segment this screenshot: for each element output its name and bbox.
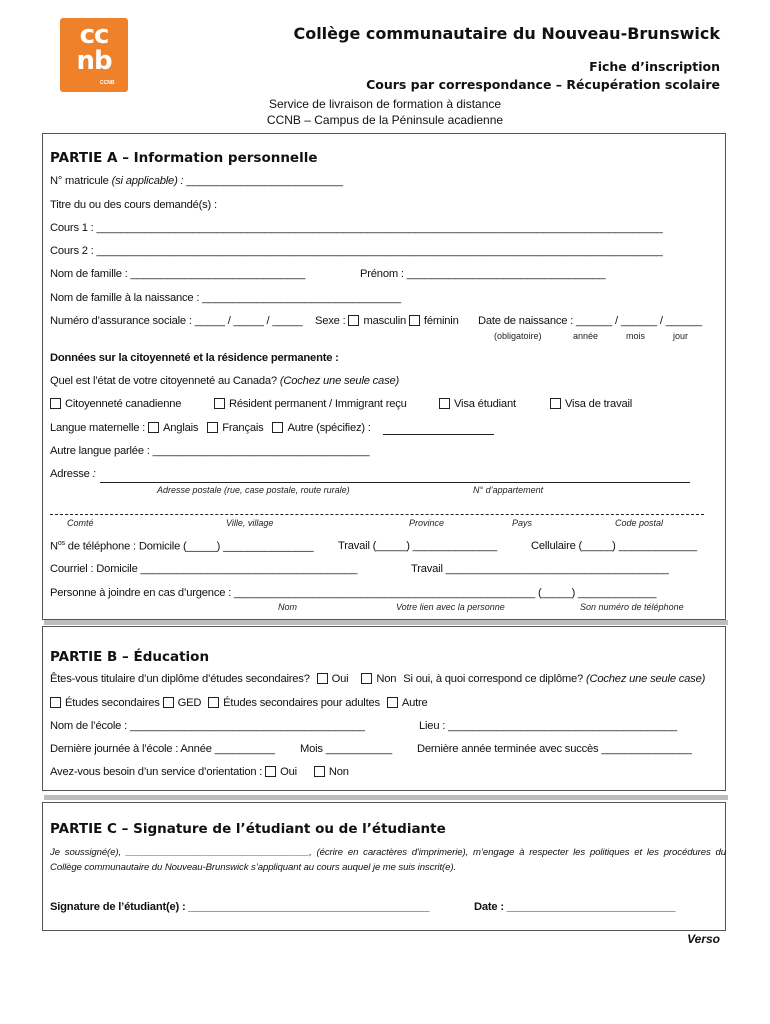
apartment-label: N° d’appartement [473,485,544,495]
service-line: Service de livraison de formation à distance [268,97,502,111]
citizen-option [50,398,181,410]
matricule-row[interactable] [50,175,343,187]
last-school-year-field[interactable]: Dernière journée à l’école : Année __________ [50,743,275,755]
diploma-yes-checkbox[interactable] [317,673,328,684]
sex-row [315,315,459,327]
emergency-relation-label: Votre lien avec la personne [396,602,505,612]
city-label: Ville, village [226,518,274,528]
matricule-label: N° matricule [50,175,109,187]
other-language-label: Autre (spécifiez) : [287,422,371,434]
verso-label: Verso [687,932,720,946]
student-visa-checkbox[interactable] [439,398,450,409]
part-a-title: PARTIE A – Information personnelle [50,150,318,166]
birthdate-field[interactable]: Date de naissance : ______ / ______ / ______ [478,315,702,327]
other-spoken-language-field[interactable]: Autre langue parlée : ____________________________________ [50,445,370,457]
birth-name-field[interactable]: Nom de famille à la naissance : _________________________________ [50,292,401,304]
work-phone-field[interactable]: Travail (_____) ______________ [338,540,498,552]
guidance-row [50,766,349,778]
english-checkbox[interactable] [148,422,159,433]
male-label: masculin [363,315,406,327]
guidance-no-checkbox[interactable] [314,766,325,777]
guidance-yes-label: Oui [280,766,297,778]
french-label: Français [222,422,264,434]
mandatory-note: (obligatoire) [494,331,542,341]
emergency-phone-label: Son numéro de téléphone [580,602,684,612]
course2-field[interactable]: Cours 2 : ______________________________________________________________________________________________ [50,245,663,257]
male-checkbox[interactable] [348,315,359,326]
guidance-yes-checkbox[interactable] [265,766,276,777]
citizenship-note: (Cochez une seule case) [279,375,400,387]
emergency-contact-field[interactable]: Personne à joindre en cas d’urgence : __________________________________________________ (_____) _____________ [50,587,657,599]
phone-n: N [50,540,58,553]
month-label: mois [626,331,646,341]
work-visa-label: Visa de travail [565,398,633,410]
last-name-field[interactable]: Nom de famille : _____________________________ [50,268,306,280]
postal-address-label: Adresse postale (rue, case postale, route rurale) [157,485,350,495]
female-checkbox[interactable] [409,315,420,326]
other-language-checkbox[interactable] [272,422,283,433]
citizen-checkbox[interactable] [50,398,61,409]
year-label: année [573,331,599,341]
postal-code-label: Code postal [615,518,664,528]
guidance-no-label: Non [328,766,349,778]
female-label: féminin [423,315,459,327]
diploma-no-label: Non [376,673,397,685]
emergency-name-label: Nom [278,602,298,612]
commitment-text: Je soussigné(e), ___________________________________, (écrire en caractères d'imprimerie), m’engage à respecter les politiques et les procédures du Collège communautaire du Nouveau-Brunswick s’appliquant au cours auquel je me suis inscrit(e). [50,847,726,873]
matricule-field[interactable]: __________________________ [186,175,343,187]
part-b-divider [44,795,728,800]
citizenship-question [50,375,399,387]
cell-phone-field[interactable]: Cellulaire (_____) _____________ [531,540,697,552]
diploma-type-row [50,697,428,709]
french-checkbox[interactable] [207,422,218,433]
other-diploma-checkbox[interactable] [387,697,398,708]
campus-line: CCNB – Campus de la Péninsule acadienne [266,113,504,127]
phone-sup: os [57,540,65,547]
course-title-label: Titre du ou des cours demandé(s) : [50,199,217,211]
home-email-field[interactable]: Courriel : Domicile ____________________________________ [50,563,358,575]
permanent-resident-label: Résident permanent / Immigrant reçu [229,398,407,410]
citizen-label: Citoyenneté canadienne [65,398,182,410]
signature-field[interactable]: Signature de l’étudiant(e) : ________________________________________ [50,901,430,913]
province-label: Province [409,518,445,528]
signature-date-field[interactable]: Date : ____________________________ [474,901,676,913]
adult-secondary-label: Études secondaires pour adultes [223,697,380,709]
work-visa-checkbox[interactable] [550,398,561,409]
logo-small-text: CCNB [100,80,115,86]
school-name-field[interactable]: Nom de l’école : _______________________________________ [50,720,365,732]
address-line-2[interactable] [50,513,704,515]
home-phone-field[interactable] [50,540,313,553]
secondary-label: Études secondaires [65,697,160,709]
ged-checkbox[interactable] [163,697,174,708]
diploma-if-yes: Si oui, à quoi correspond ce diplôme? [403,673,584,685]
mother-tongue-row [50,422,371,434]
address-line[interactable] [100,481,690,483]
matricule-note: (si applicable) : [111,175,184,187]
guidance-question: Avez-vous besoin d’un service d’orientation : [50,766,263,778]
other-language-line[interactable] [383,433,494,435]
sin-field[interactable]: Numéro d’assurance sociale : _____ / _____ / _____ [50,315,303,327]
form-title: Fiche d’inscription [589,59,720,74]
country-label: Pays [512,518,533,528]
citizenship-title: Données sur la citoyenneté et la résidence permanente : [50,352,339,364]
logo-text: cc nb [76,20,112,76]
course1-field[interactable]: Cours 1 : ______________________________________________________________________________________________ [50,222,663,234]
mother-tongue-label: Langue maternelle : [50,422,146,434]
address-colon: : [92,468,96,480]
first-name-field[interactable]: Prénom : _________________________________ [360,268,606,280]
day-label: jour [673,331,689,341]
diploma-yes-label: Oui [331,673,349,685]
diploma-question: Êtes-vous titulaire d’un diplôme d’études secondaires? [50,673,310,685]
student-visa-label: Visa étudiant [454,398,516,410]
diploma-no-checkbox[interactable] [361,673,372,684]
phone-home-text: de téléphone : Domicile (_____) _______________ [64,540,314,553]
last-school-month-field[interactable]: Mois ___________ [300,743,392,755]
work-email-field[interactable]: Travail _____________________________________ [411,563,669,575]
permanent-resident-checkbox[interactable] [214,398,225,409]
work-visa-option [550,398,632,410]
ccnb-logo [60,18,128,92]
last-grade-completed-field[interactable]: Dernière année terminée avec succès _______________ [417,743,692,755]
diploma-note: (Cochez une seule case) [585,673,706,685]
part-a-divider [44,620,728,625]
adult-secondary-checkbox[interactable] [208,697,219,708]
student-visa-option [439,398,516,410]
form-subtitle: Cours par correspondance – Récupération scolaire [366,77,720,92]
school-location-field[interactable]: Lieu : ______________________________________ [419,720,677,732]
college-name: Collège communautaire du Nouveau-Brunswick [293,24,720,43]
other-diploma-label: Autre [401,697,428,709]
english-label: Anglais [163,422,199,434]
county-label: Comté [67,518,94,528]
address-text: Adresse [50,468,90,480]
permanent-option [214,398,407,410]
citizenship-question-text: Quel est l’état de votre citoyenneté au Canada? [50,375,277,387]
sex-label: Sexe : [315,315,346,327]
part-c-title: PARTIE C – Signature de l’étudiant ou de l’étudiante [50,821,446,837]
secondary-checkbox[interactable] [50,697,61,708]
ged-label: GED [177,697,202,709]
part-b-title: PARTIE B – Éducation [50,649,210,665]
address-label [50,468,96,480]
diploma-question-row [50,673,705,685]
